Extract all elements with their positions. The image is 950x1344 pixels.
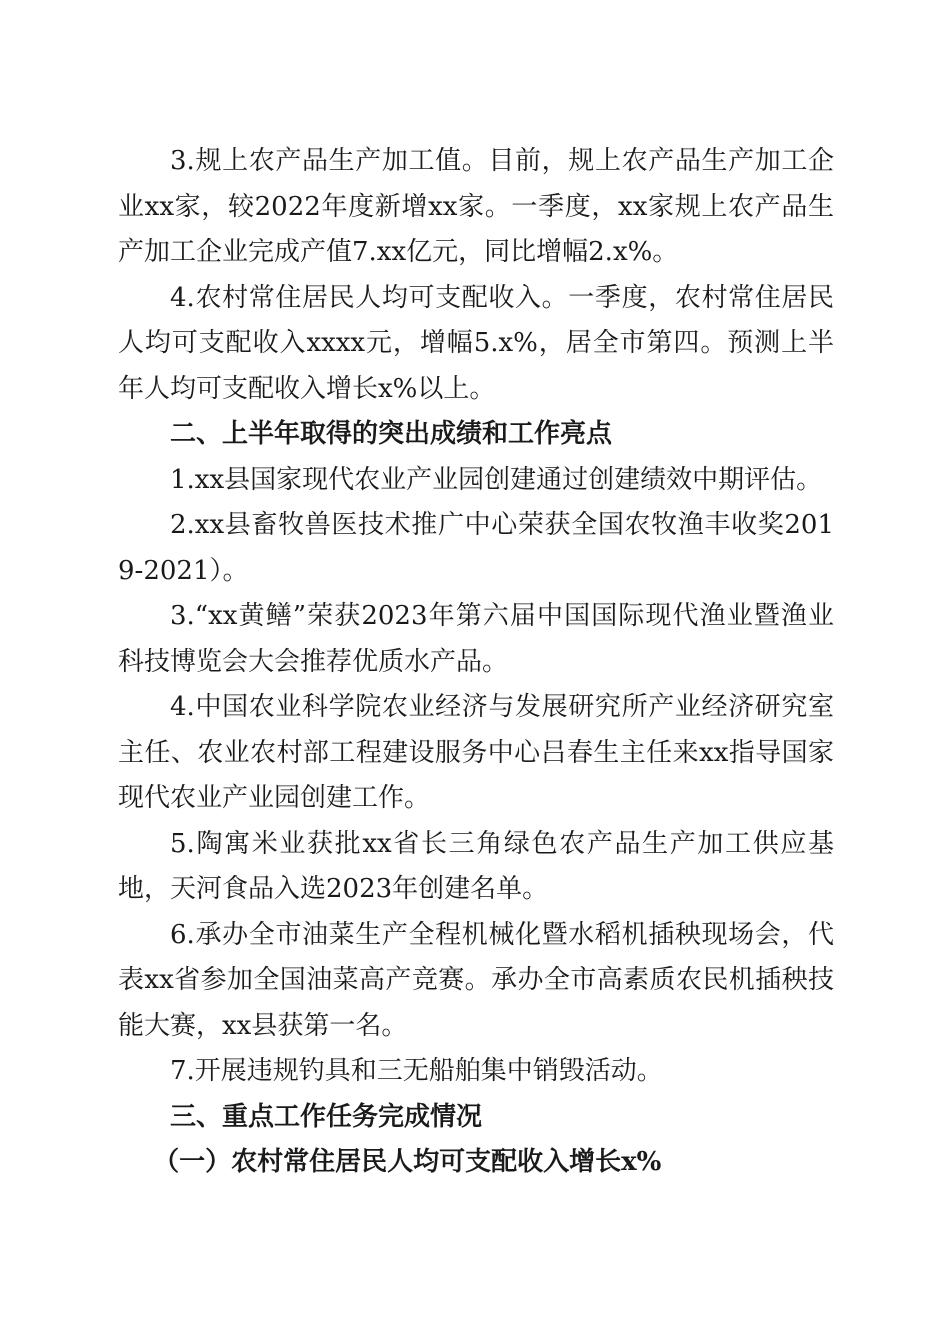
- subsection-heading-income-growth: （一）农村常住居民人均可支配收入增长x%: [153, 1147, 662, 1177]
- section-heading-key-tasks: 三、重点工作任务完成情况: [170, 1101, 483, 1132]
- achievement-item-7: 7.开展违规钓具和三无船舶集中销毁活动。: [170, 1056, 663, 1086]
- achievement-item-2: 2.xx县畜牧兽医技术推广中心荣获全国农牧渔丰收奖2019-2021）。: [118, 510, 834, 586]
- achievement-item-6: 6.承办全市油菜生产全程机械化暨水稻机插秧现场会，代表xx省参加全国油菜高产竞赛。承办全市高素质农民机插秧技能大赛，xx县获第一名。: [118, 919, 834, 1041]
- paragraph-rural-income: 4.农村常住居民人均可支配收入。一季度，农村常住居民人均可支配收入xxxx元，增幅5.x%，居全市第四。预测上半年人均可支配收入增长x%以上。: [118, 282, 834, 404]
- section-heading-achievements: 二、上半年取得的突出成绩和工作亮点: [170, 419, 613, 449]
- document-body: [118, 139, 834, 1186]
- achievement-item-5: 5.陶寓米业获批xx省长三角绿色农产品生产加工供应基地，天河食品入选2023年创建名单。: [118, 828, 834, 904]
- paragraph-processing-value: 3.规上农产品生产加工值。目前，规上农产品生产加工企业xx家，较2022年度新增xx家。一季度，xx家规上农产品生产加工企业完成产值7.xx亿元，同比增幅2.x%。: [118, 146, 834, 267]
- achievement-item-3: 3.“xx黄鳝”荣获2023年第六届中国国际现代渔业暨渔业科技博览会大会推荐优质水产品。: [118, 601, 834, 677]
- achievement-item-4: 4.中国农业科学院农业经济与发展研究所产业经济研究室主任、农业农村部工程建设服务中心吕春生主任来xx指导国家现代农业产业园创建工作。: [118, 692, 834, 813]
- achievement-item-1: 1.xx县国家现代农业产业园创建通过创建绩效中期评估。: [170, 464, 823, 495]
